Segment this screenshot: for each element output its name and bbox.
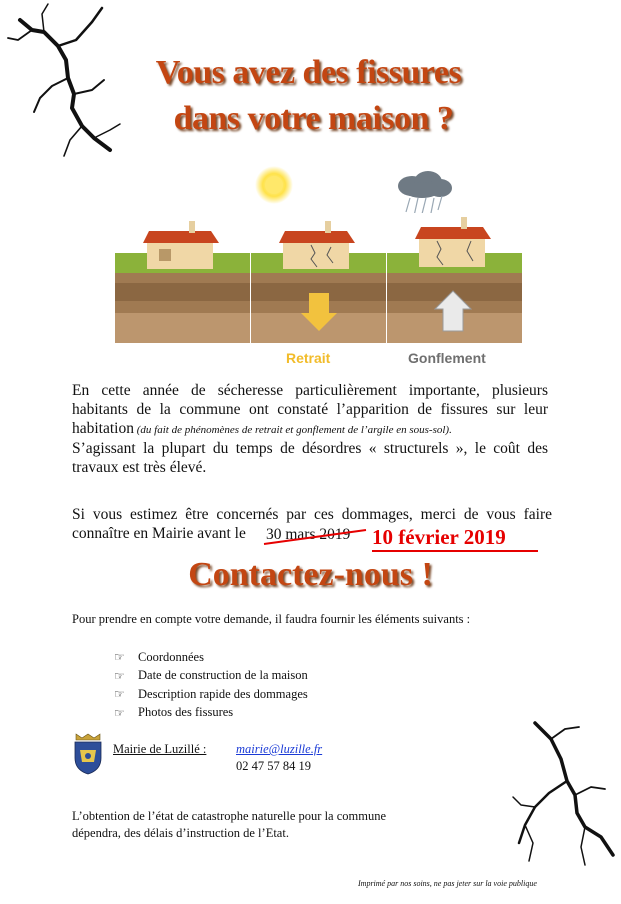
list-item: ☞ Coordonnées (114, 649, 204, 665)
requirements-intro: Pour prendre en compte votre demande, il faudra fournir les éléments suivants : (72, 612, 471, 626)
intro-sentence2: S’agissant la plupart du temps de désordres « structurels », le coût des travaux est très élevé. (72, 440, 548, 476)
hand-pointing-icon: ☞ (114, 705, 125, 720)
page-title-line2: dans votre maison ? (173, 100, 454, 137)
mairie-label: Mairie de Luzillé : (113, 742, 207, 756)
intro-paragraph (72, 381, 548, 440)
hand-pointing-icon: ☞ (114, 668, 125, 683)
crack-bottom-right-decoration (505, 715, 621, 875)
page-title-line1: Vous avez des fissures (155, 54, 462, 91)
requirements-list (114, 648, 308, 722)
deadline-text: Si vous estimez être concernés par ces dommages, merci de vous faire connaître en Mairie avant le (72, 506, 552, 542)
intro-sentence1: En cette année de sécheresse particulièrement importante, plusieurs habitants de la commune ont constaté l’apparition de fissures sur leur habitation (72, 382, 548, 437)
contact-title: Contactez-nous ! (188, 556, 433, 593)
deadline-old-date: 30 mars 2019 (266, 526, 351, 543)
illustration-panel-normal (115, 213, 250, 343)
footer-text: L’obtention de l’état de catastrophe naturelle pour la commune dépendra, des délais d’instruction de l’Etat. (72, 809, 387, 840)
hand-pointing-icon: ☞ (114, 650, 125, 665)
illustration-panel-retrait (251, 213, 386, 343)
caption-gonflement: Gonflement (408, 350, 486, 366)
caption-retrait: Retrait (286, 350, 331, 366)
deadline-new-date: 10 février 2019 (372, 525, 506, 549)
sun-icon (254, 165, 294, 205)
hand-pointing-icon: ☞ (114, 687, 125, 702)
list-item: ☞ Photos des fissures (114, 705, 234, 720)
print-note: Imprimé par nos soins, ne pas jeter sur la voie publique (358, 879, 537, 888)
mairie-phone: 02 47 57 84 19 (236, 759, 311, 773)
intro-note: (du fait de phénomènes de retrait et gonflement de l’argile en sous-sol). (134, 424, 452, 436)
list-item: ☞ Description rapide des dommages (114, 686, 308, 702)
list-item: ☞ Date de construction de la maison (114, 668, 308, 683)
strikethrough-mark (262, 524, 370, 550)
mairie-email-link[interactable]: mairie@luzille.fr (236, 742, 323, 756)
new-date-underline (370, 548, 540, 554)
coat-of-arms-logo (72, 732, 104, 776)
illustration-panel-gonflement (387, 213, 522, 343)
